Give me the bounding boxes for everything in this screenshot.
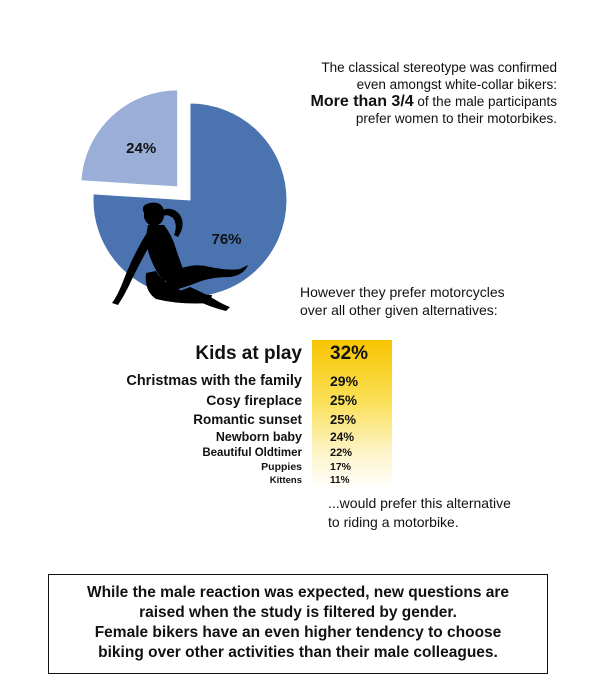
- ranking-category-label: Beautiful Oldtimer: [202, 446, 302, 459]
- pie-slices: [81, 90, 287, 297]
- ranking-row: [60, 340, 520, 365]
- ranking-value-label: 11%: [330, 474, 350, 486]
- ranking-category-label: Romantic sunset: [193, 411, 302, 427]
- pie-slice-label: 76%: [211, 230, 242, 248]
- ranking-value-label: 29%: [330, 372, 359, 389]
- ranking-category-label: Cosy fireplace: [206, 392, 302, 408]
- conclusion-line4: biking over other activities than their male colleagues.: [98, 644, 498, 661]
- ranking-value-label: 32%: [330, 343, 369, 364]
- however-text: [300, 283, 505, 319]
- ranking-category-label: Kittens: [269, 474, 302, 486]
- conclusion-line2: raised when the study is filtered by gender.: [139, 604, 457, 621]
- stereotype-line1: The classical stereotype was confirmed: [321, 60, 557, 75]
- ranking-category-label: Newborn baby: [215, 429, 302, 444]
- ranking-value-label: 22%: [330, 446, 353, 459]
- ranking-category-label: Christmas with the family: [126, 372, 302, 389]
- pie-slice-label: 24%: [126, 139, 157, 157]
- ranking-category-label: Kids at play: [195, 343, 302, 364]
- would-prefer-text: [328, 494, 511, 532]
- stereotype-highlight: More than 3/4: [310, 93, 414, 110]
- ranking-category-label: Puppies: [261, 460, 302, 473]
- ranking-row: [60, 368, 520, 389]
- ranking-row: [60, 407, 520, 427]
- pie-slice: [81, 90, 178, 187]
- stereotype-line4: prefer women to their motorbikes.: [355, 111, 557, 126]
- ranking-value-label: 25%: [330, 393, 358, 408]
- stereotype-line3-rest: of the male participants: [413, 94, 557, 109]
- however-line2: over all other given alternatives:: [300, 302, 498, 318]
- ranking-value-label: 25%: [330, 411, 357, 427]
- stereotype-line2: even amongst white-collar bikers:: [356, 77, 557, 92]
- would-line2: to riding a motorbike.: [328, 514, 459, 530]
- however-line1: However they prefer motorcycles: [300, 284, 505, 300]
- ranking-row: [60, 470, 520, 486]
- stereotype-text: [262, 59, 557, 127]
- would-line1: ...would prefer this alternative: [328, 495, 511, 511]
- conclusion-box: [48, 574, 548, 674]
- ranking-value-label: 17%: [330, 460, 352, 473]
- ranking-value-label: 24%: [330, 429, 355, 444]
- stereotype-line3: [262, 93, 557, 110]
- conclusion-line1: While the male reaction was expected, new questions are: [86, 584, 510, 601]
- conclusion-line3: Female bikers have an even higher tendency to choose: [94, 624, 502, 641]
- ranking-row: [60, 388, 520, 408]
